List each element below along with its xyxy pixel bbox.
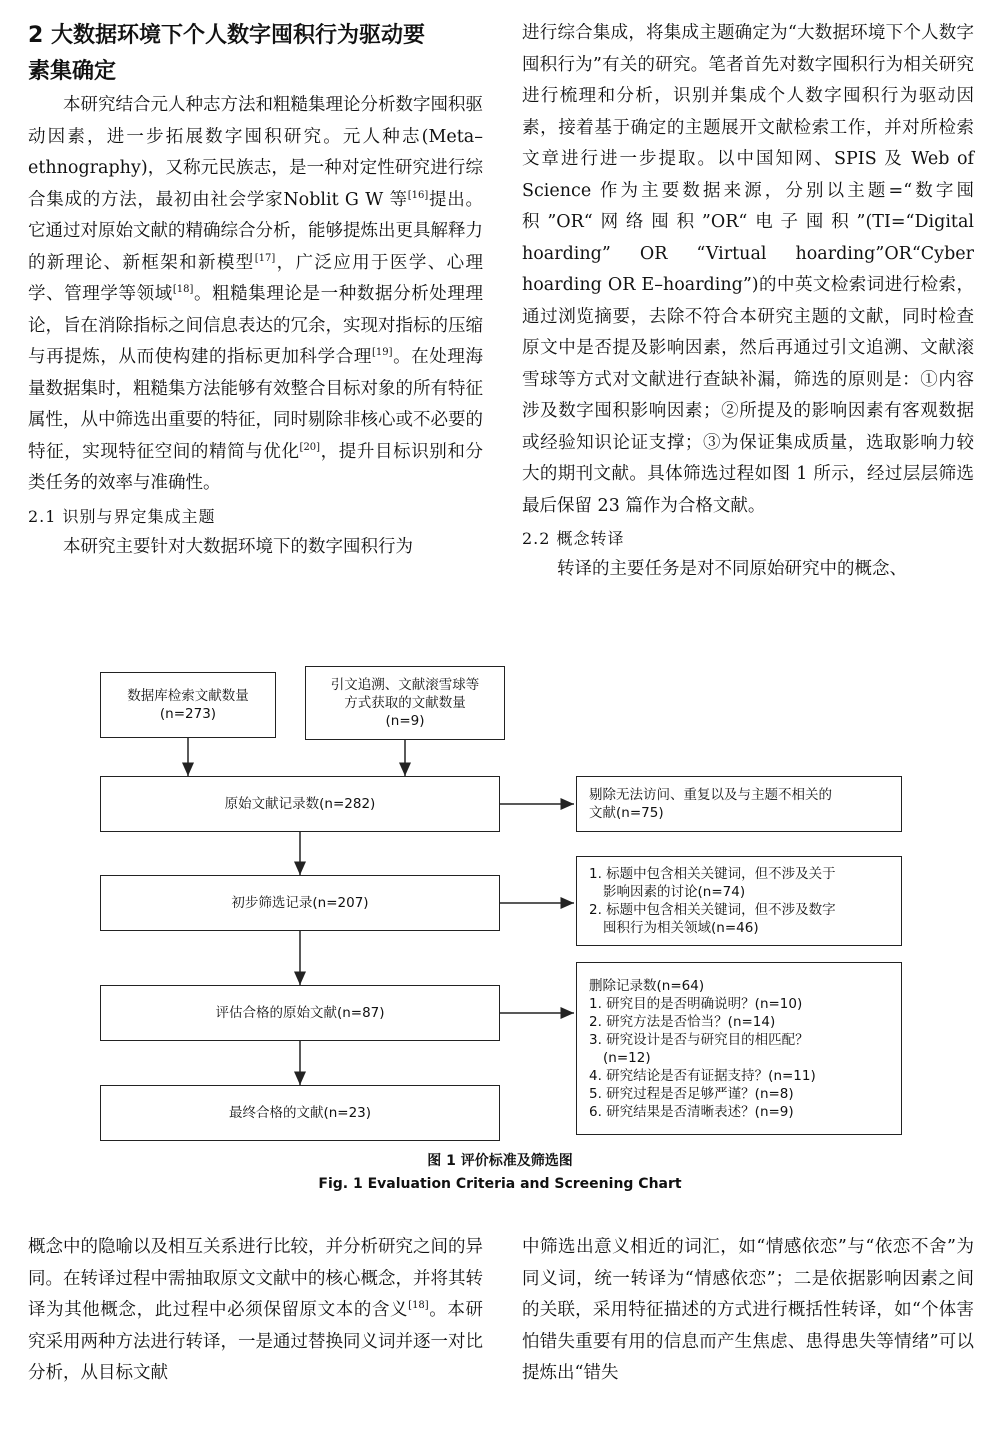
- bottom-left-text: 概念中的隐喻以及相互关系进行比较，并分析研究之间的异同。在转译过程中需抽取原文文献中的核心概念，并将其转译为其他概念，此过程中必须保留原文本的含义: [28, 1237, 483, 1320]
- citation-18: [18]: [172, 284, 194, 296]
- section-heading-line2: 素集确定: [28, 59, 117, 84]
- box-cite-line1: 引文追溯、文献滚雪球等: [330, 677, 480, 693]
- subsection-2-2-para-cont-right: 中筛选出意义相近的词汇，如“情感依恋”与“依恋不舍”为同义词，统一转译为“情感依恋”；二是依据影响因素之间的关联，采用特征描述的方式进行概括性转译，如“个体害怕错失重要有用的信息而产生焦虑、患得患失等情绪”可以提炼出“错失: [522, 1237, 974, 1383]
- intro-text-2: 提出。它通过对原始文献的精确综合分析，能够提炼出更具解释力的新理论、新框架和新模型: [28, 189, 483, 273]
- citation-19: [19]: [371, 347, 393, 359]
- citation-18-bottom: [18]: [408, 1300, 429, 1312]
- right-column: [522, 18, 974, 586]
- excl2-line3: 2. 标题中包含相关关键词，但不涉及数字: [589, 902, 836, 918]
- subsection-heading-2-1: 2.1 识别与界定集成主题: [28, 506, 216, 526]
- citation-20: [20]: [299, 441, 321, 453]
- bottom-right-column: [522, 1232, 974, 1390]
- intro-text-5: 。在处理海量数据集时，粗糙集方法能够有效整合目标对象的所有特征属性，从中筛选出重要的特征，同时剔除非核心或不必要的特征，实现特征空间的精简与优化: [28, 347, 483, 462]
- box-prelim-label: 初步筛选记录(n=207): [231, 895, 369, 911]
- left-column: [28, 18, 483, 563]
- excl2-line1: 1. 标题中包含相关关键词，但不涉及关于: [589, 866, 836, 882]
- figure-caption-cn: 图 1 评价标准及筛选图: [427, 1153, 573, 1169]
- excl1-line2: 文献(n=75): [589, 805, 664, 821]
- excl3-line8: 6. 研究结果是否清晰表述？(n=9): [589, 1103, 794, 1120]
- box-preliminary-screening: [100, 875, 500, 931]
- excl3-line2: 1. 研究目的是否明确说明？(n=10): [589, 995, 803, 1012]
- box-evaluated-eligible: [100, 985, 500, 1041]
- bottom-left-column: [28, 1232, 483, 1390]
- box-final-eligible: [100, 1085, 500, 1141]
- excl3-line6: 4. 研究结论是否有证据支持？(n=11): [589, 1067, 816, 1084]
- box-final-label: 最终合格的文献(n=23): [228, 1105, 372, 1121]
- box-exclusion-2: [576, 856, 902, 946]
- excl2-line2: 影响因素的讨论(n=74): [603, 884, 746, 900]
- excl3-line1: 删除记录数(n=64): [589, 977, 705, 994]
- section-heading-line1: 2 大数据环境下个人数字囤积行为驱动要: [28, 23, 425, 48]
- subsection-2-1-para-start: 本研究主要针对大数据环境下的数字囤积行为: [63, 536, 413, 557]
- box-cite-line3: (n=9): [385, 713, 425, 729]
- excl2-line4: 囤积行为相关领域(n=46): [603, 920, 759, 936]
- citation-16: [16]: [407, 189, 429, 201]
- excl3-line3: 2. 研究方法是否恰当？(n=14): [589, 1013, 776, 1030]
- box-citation-records: [305, 666, 505, 740]
- subsection-2-2-para-start: 转译的主要任务是对不同原始研究中的概念、: [557, 559, 907, 579]
- subsection-2-2-para-cont-left: [28, 1232, 483, 1390]
- box-eval-label: 评估合格的原始文献(n=87): [215, 1005, 385, 1021]
- citation-17: [17]: [254, 252, 276, 264]
- subsection-2-1-para-cont: 进行综合集成，将集成主题确定为“大数据环境下个人数字囤积行为”有关的研究。笔者首先对数字囤积行为相关研究进行梳理和分析，识别并集成个人数字囤积行为驱动因素，接着基于确定的主题展开文献检索工作，并对所检索文章进行进一步提取。以中国知网、SPIS 及 Web of Science 作为主要数据来源，分别以主题=“数字囤积”OR“网络囤积”OR“电子囤积”(TI=“Digital hoarding” OR “Virtual hoarding”OR“Cyber hoarding OR E–hoarding”)的中英文检索词进行检索，通过浏览摘要，去除不符合本研究主题的文献，同时检查原文中是否提及影响因素，然后再通过引文追溯、文献滚雪球等方式对文献进行查缺补漏，筛选的原则是：①内容涉及数字囤积影响因素；②所提及的影响因素有客观数据或经验知识论证支撑；③为保证集成质量，选取影响力较大的期刊文献。具体筛选过程如图 1 所示，经过层层筛选最后保留 23 篇作为合格文献。: [522, 23, 974, 516]
- intro-paragraph: [28, 90, 483, 500]
- box-database-records: [100, 672, 276, 738]
- excl1-line1: 剔除无法访问、重复以及与主题不相关的: [589, 787, 832, 803]
- excl3-line5: (n=12): [603, 1049, 651, 1066]
- box-db-line2: (n=273): [159, 706, 217, 722]
- box-raw-label: 原始文献记录数(n=282): [224, 796, 376, 812]
- box-raw-records: [100, 776, 500, 832]
- figure-caption-en: Fig. 1 Evaluation Criteria and Screening Chart: [318, 1176, 682, 1192]
- box-exclusion-1: [576, 776, 902, 832]
- box-cite-line2: 方式获取的文献数量: [344, 695, 466, 711]
- excl3-line7: 5. 研究过程是否足够严谨？(n=8): [589, 1085, 794, 1102]
- intro-text-1: 本研究结合元人种志方法和粗糙集理论分析数字囤积驱动因素，进一步拓展数字囤积研究。元人种志(Meta–ethnography)，又称元民族志，是一种对定性研究进行综合集成的方法，最初由社会学家Noblit G W 等: [28, 95, 483, 210]
- box-exclusion-3: [576, 962, 902, 1135]
- bottom-left-text-end: 。本研究采用两种方法进行转译，一是通过替换同义词并逐一对比分析，从目标文献: [28, 1300, 484, 1383]
- intro-text-4: 。粗糙集理论是一种数据分析处理理论，旨在消除指标之间信息表达的冗余，实现对指标的压缩与再提炼，从而使构建的指标更加科学合理: [28, 284, 484, 367]
- box-db-line1: 数据库检索文献数量: [127, 688, 249, 704]
- subsection-heading-2-2: 2.2 概念转译: [522, 529, 625, 548]
- excl3-line4: 3. 研究设计是否与研究目的相匹配？: [589, 1031, 809, 1048]
- intro-text-3: ，广泛应用于医学、心理学、管理学等领域: [28, 252, 484, 304]
- section-heading: [28, 18, 483, 90]
- intro-text-6: ，提升目标识别和分类任务的效率与准确性。: [28, 441, 484, 493]
